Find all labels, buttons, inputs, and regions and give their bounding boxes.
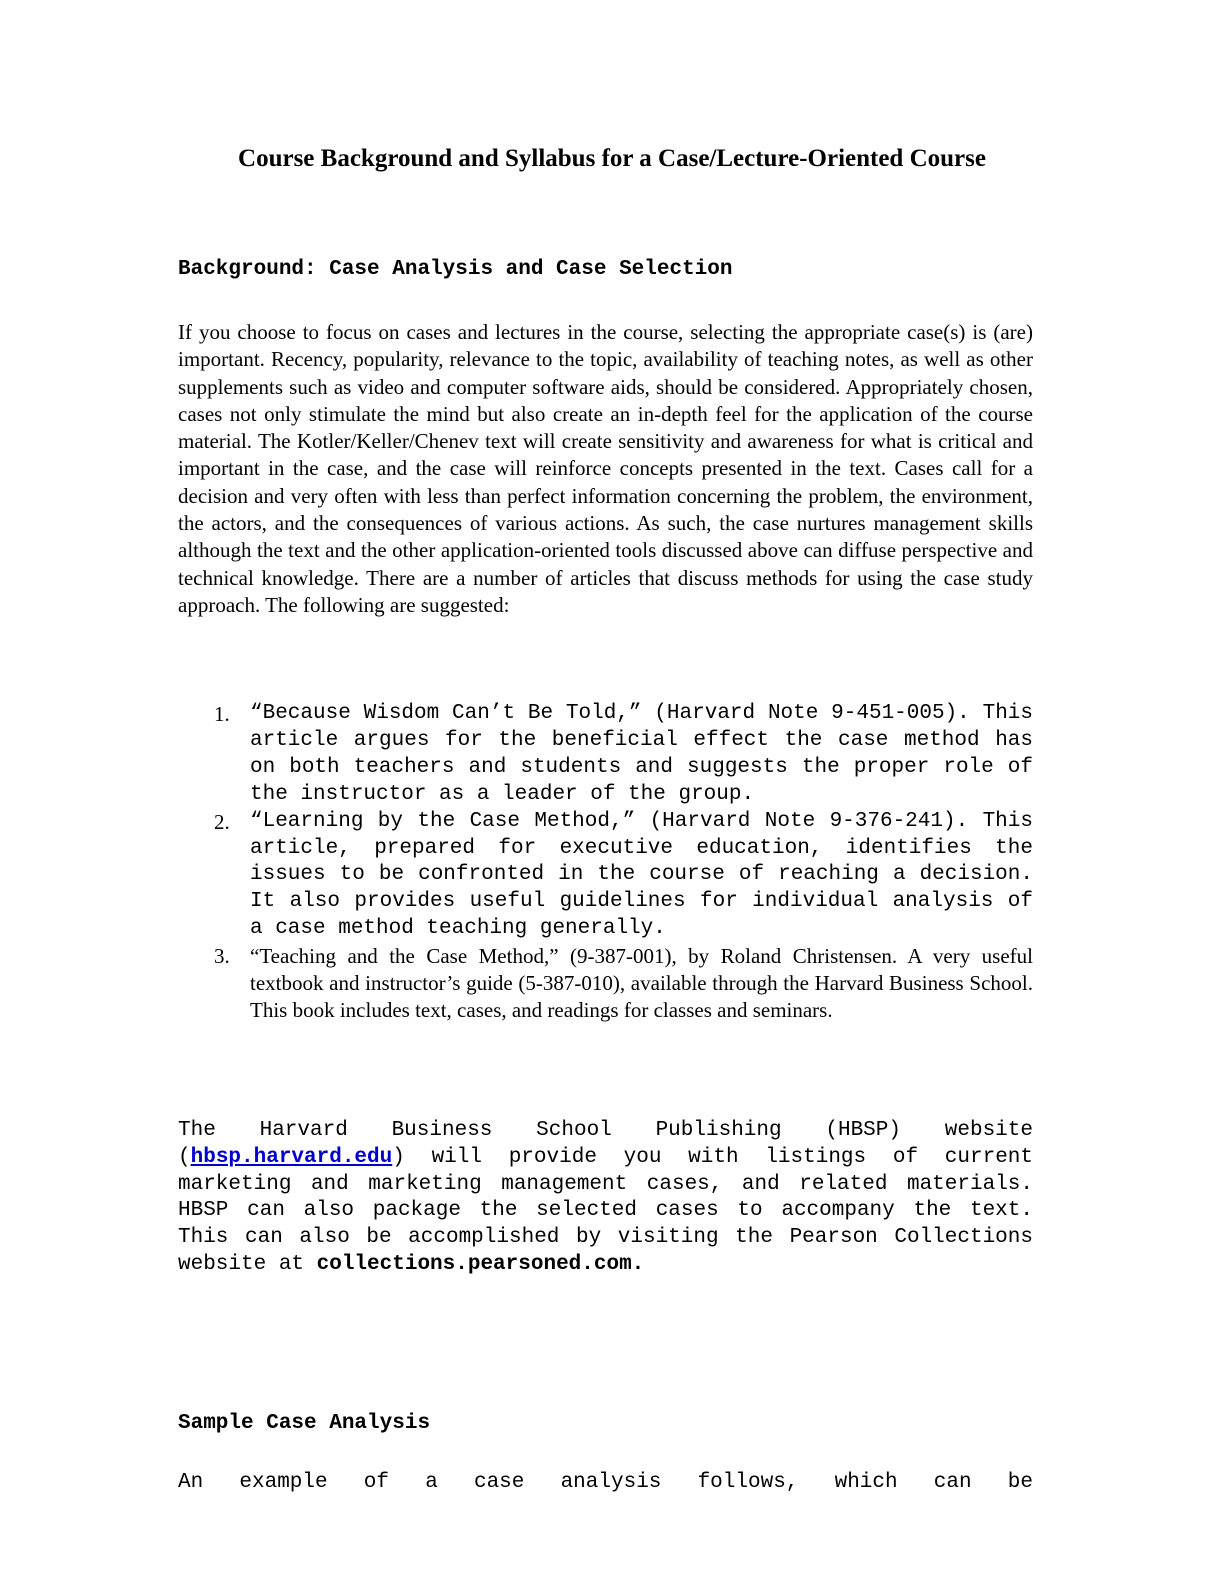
list-item-text: “Teaching and the Case Method,” (9-387-001), by Roland Christensen. A very useful textbook and instructor’s guide (5-387-010), available through the Harvard Business School. This book includes text, cases, and readings for classes and seminars. [250, 944, 1033, 1023]
list-item [178, 943, 1033, 1024]
pearson-collections-url: collections.pearsoned.com. [316, 1252, 645, 1276]
section-heading-sample-case: Sample Case Analysis [178, 1412, 431, 1435]
background-paragraph: If you choose to focus on cases and lectures in the course, selecting the appropriate case(s) is (are) important. Recency, popularity, relevance to the topic, availability of teaching notes, as well as other supplements such as video and computer software aids, should be considered. Appropriately chosen, cases not only stimulate the mind but also create an in-depth feel for the application of the course material. The Kotler/Keller/Chenev text will create sensitivity and awareness for what is critical and important in the case, and the case will reinforce concepts presented in the text. Cases call for a decision and very often with less than perfect information concerning the problem, the environment, the actors, and the consequences of various actions. As such, the case nurtures management skills although the text and the other application-oriented tools discussed above can diffuse perspective and technical knowledge. There are a number of articles that discuss methods for using the case study approach. The following are suggested: [178, 320, 1033, 617]
hbsp-text-start: The Harvard Business School Publishing (HBSP) website ( [178, 1119, 1033, 1169]
list-item-number: 2. [214, 809, 230, 834]
list-item [178, 809, 1033, 944]
section-heading-background: Background: Case Analysis and Case Selection [178, 258, 733, 281]
list-item-number: 1. [214, 702, 230, 726]
page-title: Course Background and Syllabus for a Case/Lecture-Oriented Course [238, 145, 986, 172]
list-item [178, 701, 1033, 809]
hbsp-link[interactable]: hbsp.harvard.edu [190, 1145, 393, 1169]
sample-case-paragraph: An example of a case analysis follows, which can be [178, 1471, 1033, 1494]
list-item-number: 3. [214, 944, 230, 969]
hbsp-paragraph [178, 1118, 1033, 1279]
suggested-articles-list [178, 701, 1033, 1024]
hbsp-text-middle: ) will provide you with listings of current marketing and marketing management cases, and related materials. HBSP can also package the selected cases to accompany the text. This can also be accomplished by visiting the Pearson Collections website at [178, 1145, 1033, 1276]
list-item-text: “Learning by the Case Method,” (Harvard Note 9-376-241). This article, prepared for executive education, identifies the issues to be confronted in the course of reaching a decision. It also provides useful guidelines for individual analysis of a case method teaching generally. [250, 809, 1033, 941]
list-item-text: “Because Wisdom Can’t Be Told,” (Harvard Note 9-451-005). This article argues for the beneficial effect the case method has on both teachers and students and suggests the proper role of the instructor as a leader of the group. [250, 702, 1033, 806]
